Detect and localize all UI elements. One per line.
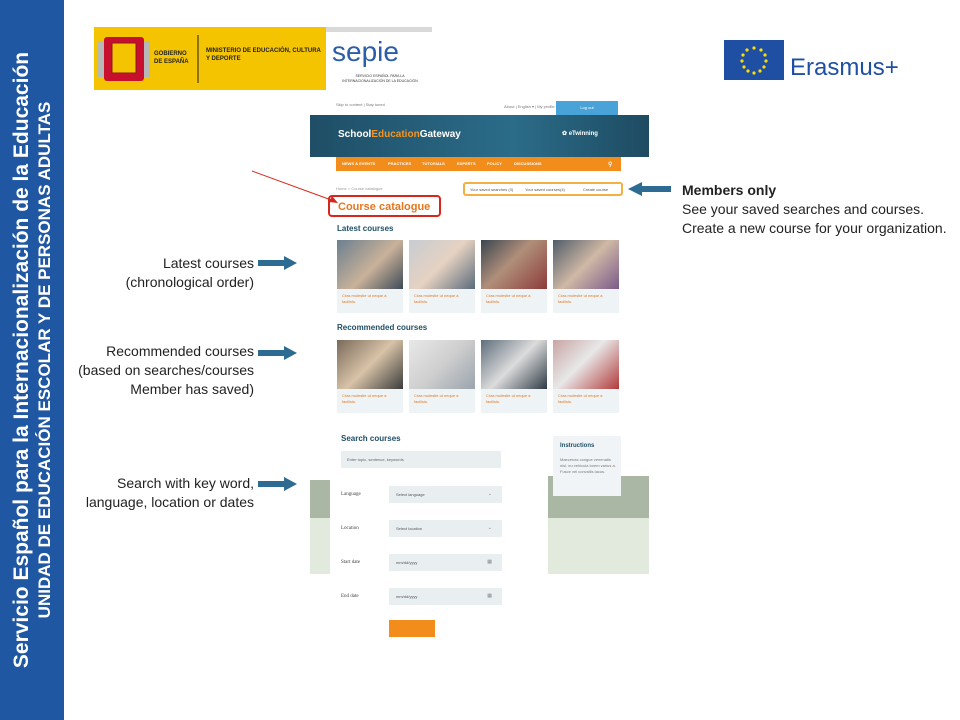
language-select[interactable] (389, 486, 502, 503)
gobierno-logo (94, 27, 326, 90)
etwinning-icon: ✿ (562, 131, 569, 137)
sidebar-subtitle: UNIDAD DE EDUCACIÓN ESCOLAR Y DE PERSONAS ADULTAS (35, 101, 54, 619)
calendar-icon: ▦ (487, 559, 492, 565)
chevron-down-icon: ⌄ (487, 525, 492, 531)
sepie-logo (326, 27, 432, 90)
course-card[interactable] (481, 240, 547, 313)
latest-note-2: (chronological order) (125, 274, 254, 290)
instructions-heading: Instructions (560, 443, 595, 449)
ministerio-text: MINISTERIO DE EDUCACIÓN, CULTURA Y DEPORTE (206, 48, 321, 62)
search-annotation (60, 474, 254, 512)
annotation-arrow-right (258, 256, 298, 270)
site-title[interactable] (338, 129, 461, 140)
sepie-wordmark: sepie (332, 36, 399, 67)
course-caption: Cras molestie ut neque a facilisis. (414, 293, 459, 304)
course-photo (409, 340, 475, 389)
annotation-arrow-right (258, 477, 298, 491)
start-date-input[interactable] (389, 554, 502, 571)
keyword-search-input[interactable] (341, 451, 501, 468)
breadcrumb[interactable]: Home > Course catalogue (336, 186, 383, 191)
nav-tutorials[interactable]: TUTORIALS (422, 161, 445, 166)
sidebar-text (9, 52, 55, 668)
etwinning-label: eTwinning (568, 131, 598, 137)
search-heading: Search courses (341, 434, 401, 443)
erasmus-logo (724, 40, 924, 84)
course-card[interactable] (409, 240, 475, 313)
course-caption: Cras molestie ut neque a facilisis. (486, 293, 531, 304)
location-value: Select location (396, 526, 423, 531)
eu-flag-icon (724, 40, 786, 84)
create-course-link[interactable]: Create course (583, 187, 609, 192)
members-title: Members only (682, 182, 777, 198)
latest-annotation (80, 254, 254, 292)
annotation-arrow-right (258, 346, 298, 360)
page-title: Course catalogue (338, 201, 431, 213)
start-date-value: mm/dd/yyyy (396, 560, 418, 565)
course-photo (481, 340, 547, 389)
nav-experts[interactable]: EXPERTS (457, 161, 476, 166)
nav-news[interactable]: NEWS & EVENTS (342, 161, 376, 166)
gobierno-text: GOBIERNO DE ESPAÑA (154, 51, 189, 65)
course-caption: Cras molestie ut neque a facilisis. (342, 393, 387, 404)
location-select[interactable] (389, 520, 502, 537)
top-right-links[interactable]: About | English ▾ | My profile (504, 104, 555, 109)
course-caption: Cras molestie ut neque a facilisis. (486, 393, 531, 404)
school-education-gateway-screenshot (310, 100, 649, 640)
course-caption: Cras molestie ut neque a facilisis. (414, 393, 459, 404)
search-note-1: Search with key word, (117, 475, 254, 491)
recommended-note-2: (based on searches/courses (78, 362, 254, 378)
site-banner (310, 115, 649, 157)
search-submit-button[interactable] (389, 620, 435, 637)
search-icon[interactable]: ⚲ (608, 162, 613, 168)
latest-note-1: Latest courses (162, 255, 254, 271)
end-date-value: mm/dd/yyyy (396, 594, 418, 599)
background-band (548, 518, 649, 574)
instructions-text: Maecenas congue venenatis nisl, eu vehicula lorem varius a. Fusce vel convallis lacus. (560, 457, 616, 474)
sepie-subtitle: SERVICIO ESPAÑOL PARA LA INTERNACIONALIZACIÓN DE LA EDUCACIÓN (342, 74, 418, 83)
course-card[interactable] (553, 340, 619, 413)
annotation-arrow-left (628, 182, 672, 196)
course-card[interactable] (553, 240, 619, 313)
course-caption: Cras molestie ut neque a facilisis. (558, 393, 603, 404)
nav-policy[interactable]: POLICY (487, 161, 502, 166)
site-title-a: School (338, 129, 372, 140)
logout-button[interactable]: Log out (556, 101, 618, 115)
site-title-c: Gateway (419, 129, 461, 140)
etwinning-link[interactable] (562, 130, 598, 137)
course-caption: Cras molestie ut neque a facilisis. (342, 293, 387, 304)
member-links-box (463, 182, 623, 196)
search-placeholder: Enter topic, sentence, keywords (347, 457, 404, 462)
site-title-b: Education (371, 129, 420, 140)
location-label: Location (341, 526, 359, 531)
top-links[interactable]: Skip to content | Stay tuned (336, 102, 385, 107)
erasmus-wordmark: Erasmus+ (790, 54, 899, 81)
search-note-2: language, location or dates (85, 494, 254, 510)
nav-discussions[interactable]: DISCUSSIONS (514, 161, 542, 166)
end-date-label: End date (341, 594, 359, 599)
saved-courses-link[interactable]: Your saved courses(4) (525, 187, 565, 192)
course-photo (409, 240, 475, 289)
course-card[interactable] (481, 340, 547, 413)
red-pointer-arrow (250, 168, 340, 208)
recommended-note-1: Recommended courses (106, 343, 254, 359)
course-caption: Cras molestie ut neque a facilisis. (558, 293, 603, 304)
end-date-input[interactable] (389, 588, 502, 605)
course-card[interactable] (409, 340, 475, 413)
language-value: Select language (396, 492, 425, 497)
members-line-2: Create a new course for your organization. (682, 220, 947, 236)
course-card[interactable] (337, 340, 403, 413)
sidebar-band (0, 0, 64, 720)
recommended-heading: Recommended courses (337, 323, 428, 332)
start-date-label: Start date (341, 560, 361, 565)
latest-heading: Latest courses (337, 224, 394, 233)
instructions-box (553, 436, 621, 496)
nav-practices[interactable]: PRACTICES (388, 161, 412, 166)
recommended-annotation (60, 342, 254, 399)
members-line-1: See your saved searches and courses. (682, 201, 925, 217)
course-photo (553, 340, 619, 389)
main-nav (336, 157, 621, 171)
members-annotation (682, 181, 947, 238)
calendar-icon: ▦ (487, 593, 492, 599)
chevron-down-icon: ⌄ (487, 491, 492, 497)
saved-searches-link[interactable]: Your saved searches (3) (470, 187, 514, 192)
language-label: Language (341, 492, 361, 497)
sidebar-title: Servicio Español para la Internacionalización de la Educación (10, 51, 33, 669)
course-card[interactable] (337, 240, 403, 313)
page-title-highlight (328, 195, 441, 217)
background-band (310, 518, 330, 574)
background-band (310, 480, 330, 518)
search-panel (336, 426, 546, 640)
course-photo (481, 240, 547, 289)
course-photo (337, 340, 403, 389)
course-photo (337, 240, 403, 289)
recommended-note-3: Member has saved) (130, 381, 254, 397)
course-photo (553, 240, 619, 289)
